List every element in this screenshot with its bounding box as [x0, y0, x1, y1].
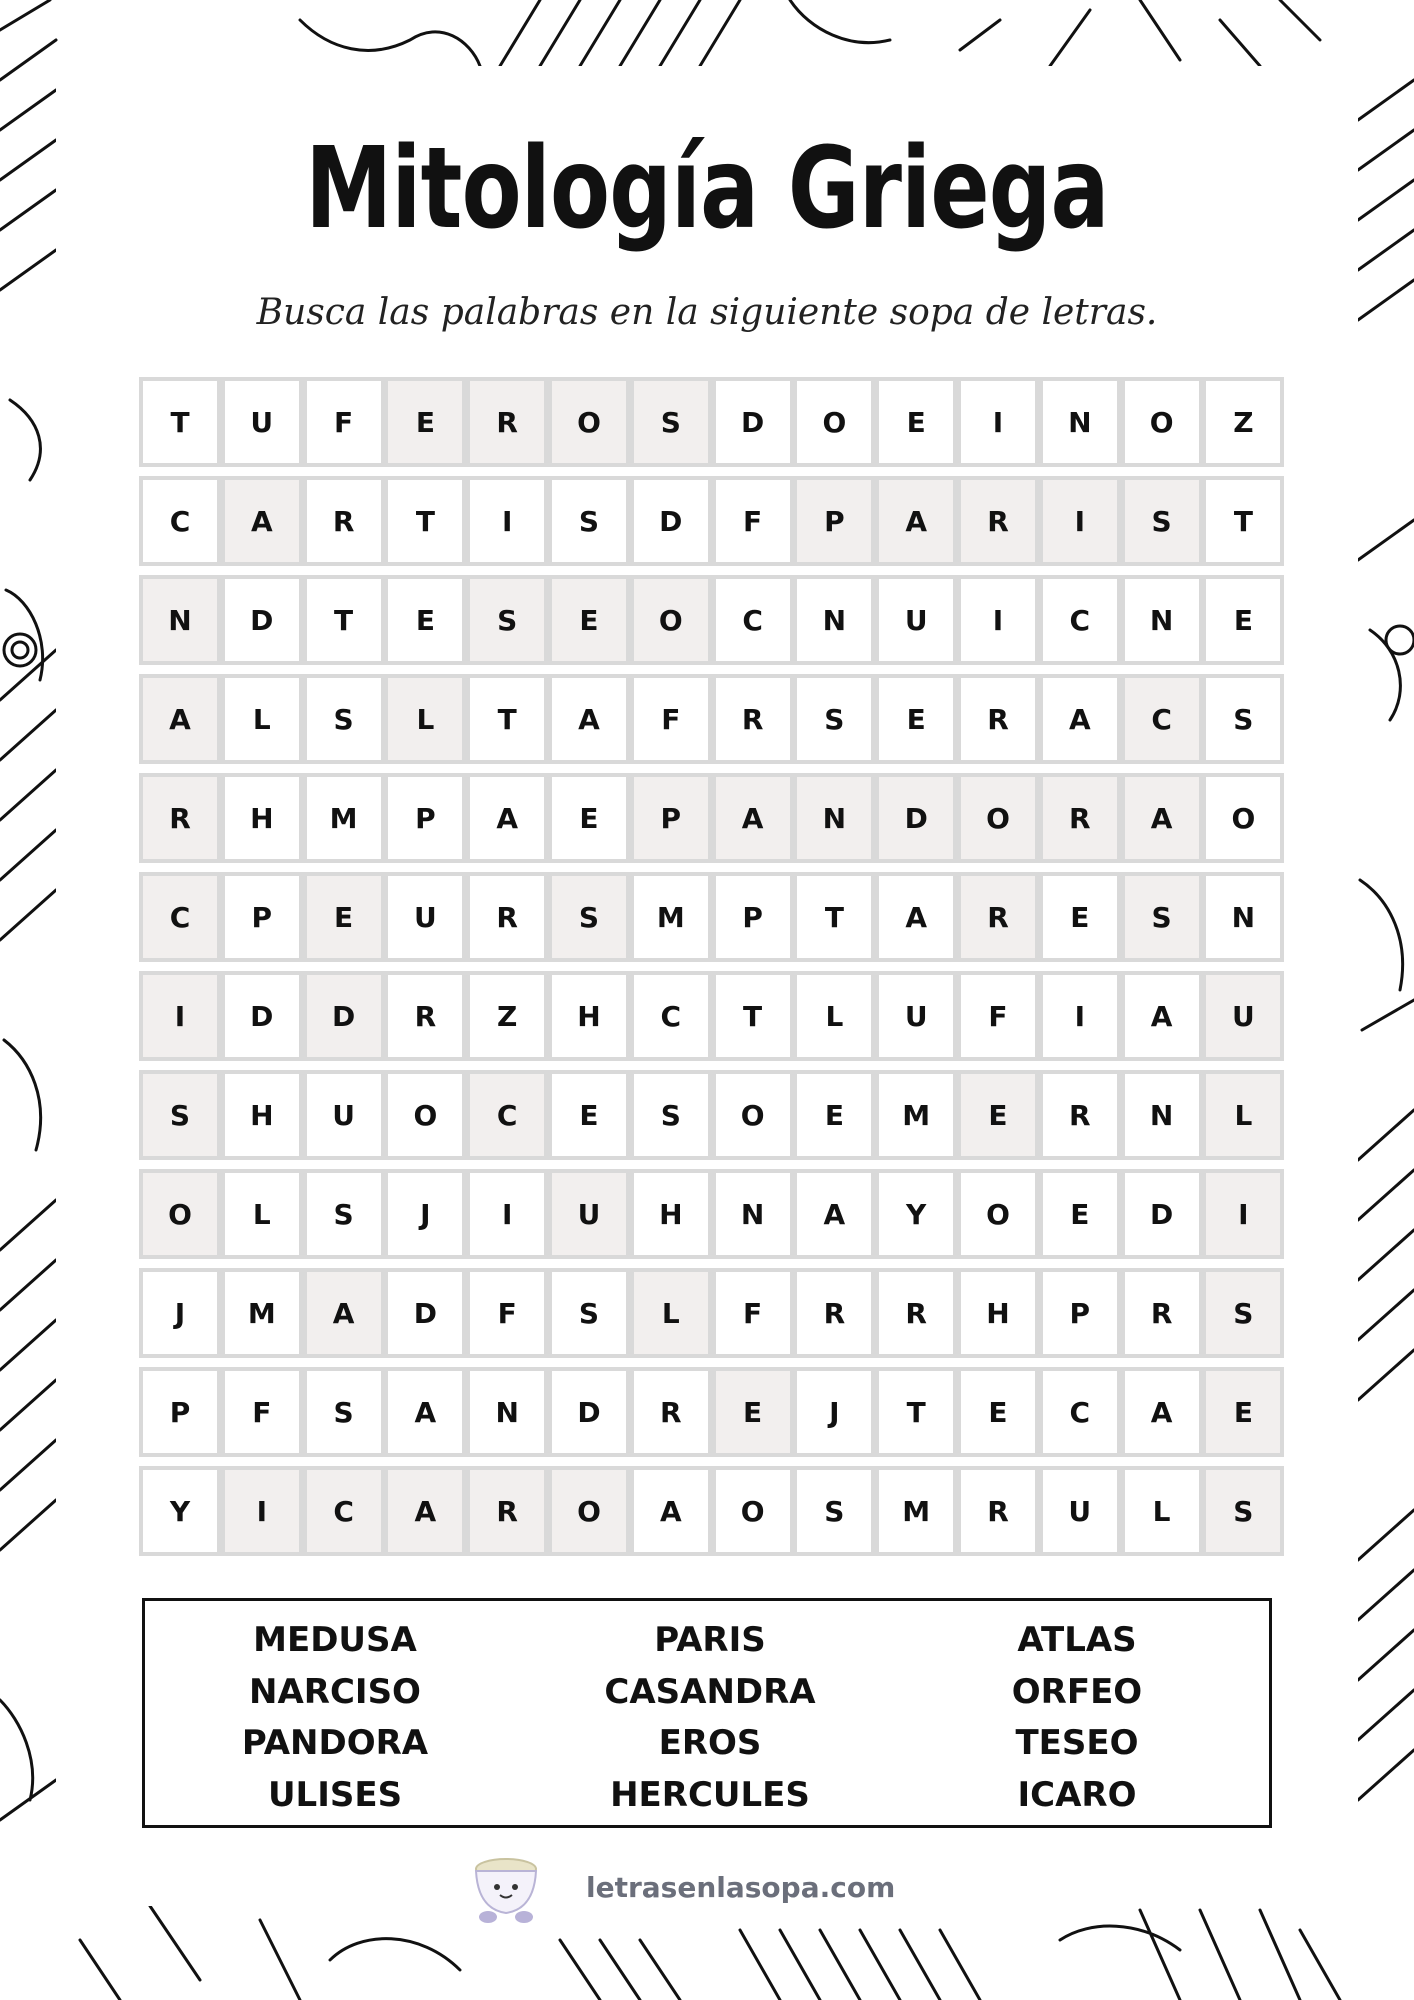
- site-link[interactable]: letrasenlasopa.com: [586, 1871, 896, 1904]
- word-list-item: NARCISO: [249, 1671, 421, 1712]
- grid-cell[interactable]: H: [221, 1070, 303, 1160]
- grid-cell[interactable]: N: [1202, 872, 1284, 962]
- grid-cell[interactable]: R: [466, 377, 548, 467]
- grid-cell[interactable]: U: [1039, 1466, 1121, 1556]
- grid-cell[interactable]: E: [712, 1367, 794, 1457]
- grid-cell[interactable]: C: [630, 971, 712, 1061]
- grid-cell[interactable]: P: [221, 872, 303, 962]
- grid-cell[interactable]: C: [1039, 575, 1121, 665]
- grid-cell[interactable]: A: [712, 773, 794, 863]
- grid-cell[interactable]: P: [793, 476, 875, 566]
- grid-cell[interactable]: S: [1121, 872, 1203, 962]
- grid-cell[interactable]: T: [466, 674, 548, 764]
- grid-cell[interactable]: I: [139, 971, 221, 1061]
- grid-cell[interactable]: R: [1121, 1268, 1203, 1358]
- grid-cell[interactable]: E: [957, 1070, 1039, 1160]
- grid-cell[interactable]: E: [875, 674, 957, 764]
- grid-cell[interactable]: N: [1039, 377, 1121, 467]
- grid-cell[interactable]: S: [139, 1070, 221, 1160]
- grid-cell[interactable]: A: [548, 674, 630, 764]
- grid-cell[interactable]: O: [712, 1070, 794, 1160]
- grid-cell[interactable]: R: [957, 872, 1039, 962]
- grid-cell[interactable]: I: [1202, 1169, 1284, 1259]
- grid-cell[interactable]: N: [1121, 575, 1203, 665]
- grid-cell[interactable]: U: [875, 575, 957, 665]
- grid-cell[interactable]: S: [793, 674, 875, 764]
- grid-cell[interactable]: A: [1121, 971, 1203, 1061]
- grid-cell[interactable]: N: [793, 773, 875, 863]
- grid-cell[interactable]: T: [875, 1367, 957, 1457]
- grid-cell[interactable]: C: [466, 1070, 548, 1160]
- grid-cell[interactable]: A: [875, 476, 957, 566]
- grid-cell[interactable]: Z: [466, 971, 548, 1061]
- grid-cell[interactable]: S: [793, 1466, 875, 1556]
- grid-cell[interactable]: E: [1039, 1169, 1121, 1259]
- word-list-item: ATLAS: [1017, 1620, 1137, 1660]
- grid-cell[interactable]: T: [139, 377, 221, 467]
- grid-cell[interactable]: O: [384, 1070, 466, 1160]
- grid-cell[interactable]: U: [548, 1169, 630, 1259]
- grid-cell[interactable]: S: [548, 872, 630, 962]
- grid-cell[interactable]: E: [793, 1070, 875, 1160]
- grid-cell[interactable]: A: [875, 872, 957, 962]
- grid-cell[interactable]: P: [630, 773, 712, 863]
- grid-cell[interactable]: D: [221, 971, 303, 1061]
- grid-cell[interactable]: E: [1039, 872, 1121, 962]
- grid-cell[interactable]: L: [384, 674, 466, 764]
- grid-cell[interactable]: O: [957, 773, 1039, 863]
- grid-cell[interactable]: C: [139, 872, 221, 962]
- grid-cell[interactable]: E: [548, 773, 630, 863]
- grid-row: [139, 971, 1275, 1061]
- word-list-column-3: [897, 1615, 1257, 1821]
- grid-cell[interactable]: L: [221, 674, 303, 764]
- grid-cell[interactable]: D: [221, 575, 303, 665]
- grid-cell[interactable]: T: [1202, 476, 1284, 566]
- grid-cell[interactable]: I: [466, 476, 548, 566]
- grid-cell[interactable]: I: [1039, 971, 1121, 1061]
- grid-cell[interactable]: Z: [1202, 377, 1284, 467]
- grid-cell[interactable]: S: [1121, 476, 1203, 566]
- grid-cell[interactable]: R: [384, 971, 466, 1061]
- grid-cell[interactable]: C: [1121, 674, 1203, 764]
- grid-cell[interactable]: O: [957, 1169, 1039, 1259]
- grid-cell[interactable]: Y: [139, 1466, 221, 1556]
- grid-cell[interactable]: S: [303, 674, 385, 764]
- grid-cell[interactable]: S: [303, 1169, 385, 1259]
- grid-cell[interactable]: S: [466, 575, 548, 665]
- grid-cell[interactable]: L: [630, 1268, 712, 1358]
- grid-cell[interactable]: A: [221, 476, 303, 566]
- grid-cell[interactable]: U: [384, 872, 466, 962]
- grid-cell[interactable]: R: [793, 1268, 875, 1358]
- grid-cell[interactable]: E: [1202, 1367, 1284, 1457]
- grid-row: [139, 674, 1275, 764]
- grid-cell[interactable]: R: [712, 674, 794, 764]
- grid-cell[interactable]: N: [466, 1367, 548, 1457]
- grid-cell[interactable]: R: [1039, 773, 1121, 863]
- grid-cell[interactable]: P: [384, 773, 466, 863]
- grid-cell[interactable]: A: [793, 1169, 875, 1259]
- word-search-grid[interactable]: [139, 377, 1275, 1562]
- grid-cell[interactable]: S: [1202, 1268, 1284, 1358]
- grid-cell[interactable]: P: [139, 1367, 221, 1457]
- grid-cell[interactable]: H: [957, 1268, 1039, 1358]
- grid-cell[interactable]: S: [548, 476, 630, 566]
- grid-cell[interactable]: M: [875, 1070, 957, 1160]
- grid-cell[interactable]: D: [303, 971, 385, 1061]
- grid-cell[interactable]: E: [957, 1367, 1039, 1457]
- grid-cell[interactable]: T: [793, 872, 875, 962]
- grid-cell[interactable]: D: [1121, 1169, 1203, 1259]
- word-list-item: EROS: [658, 1723, 762, 1763]
- grid-cell[interactable]: S: [548, 1268, 630, 1358]
- grid-cell[interactable]: I: [466, 1169, 548, 1259]
- grid-cell[interactable]: F: [303, 377, 385, 467]
- instructions: Busca las palabras en la siguiente sopa de letras.: [256, 292, 1158, 333]
- grid-cell[interactable]: R: [1039, 1070, 1121, 1160]
- grid-cell[interactable]: O: [1121, 377, 1203, 467]
- grid-cell[interactable]: C: [1039, 1367, 1121, 1457]
- grid-cell[interactable]: O: [793, 377, 875, 467]
- grid-cell[interactable]: C: [139, 476, 221, 566]
- grid-cell[interactable]: S: [303, 1367, 385, 1457]
- grid-cell[interactable]: A: [466, 773, 548, 863]
- grid-cell[interactable]: L: [793, 971, 875, 1061]
- word-list-item: PARIS: [654, 1620, 766, 1660]
- page-title: Mitología Griega: [305, 124, 1109, 254]
- bowl-mascot-icon: [466, 1855, 546, 1925]
- grid-cell[interactable]: I: [957, 377, 1039, 467]
- grid-row: [139, 1367, 1275, 1457]
- grid-cell[interactable]: M: [303, 773, 385, 863]
- grid-cell[interactable]: D: [712, 377, 794, 467]
- grid-cell[interactable]: E: [1202, 575, 1284, 665]
- word-list-item: HERCULES: [610, 1774, 810, 1815]
- grid-row: [139, 1466, 1275, 1556]
- grid-cell[interactable]: U: [221, 377, 303, 467]
- grid-cell[interactable]: Y: [875, 1169, 957, 1259]
- grid-cell[interactable]: F: [712, 1268, 794, 1358]
- grid-cell[interactable]: P: [712, 872, 794, 962]
- word-list-item: PANDORA: [241, 1723, 429, 1763]
- grid-cell[interactable]: A: [384, 1367, 466, 1457]
- grid-cell[interactable]: A: [384, 1466, 466, 1556]
- grid-cell[interactable]: F: [221, 1367, 303, 1457]
- grid-cell[interactable]: L: [1202, 1070, 1284, 1160]
- grid-cell[interactable]: R: [875, 1268, 957, 1358]
- grid-cell[interactable]: A: [630, 1466, 712, 1556]
- grid-cell[interactable]: I: [1039, 476, 1121, 566]
- grid-cell[interactable]: L: [1121, 1466, 1203, 1556]
- grid-cell[interactable]: D: [875, 773, 957, 863]
- grid-cell[interactable]: J: [139, 1268, 221, 1358]
- word-list-item: MEDUSA: [253, 1620, 417, 1660]
- grid-cell[interactable]: C: [303, 1466, 385, 1556]
- word-list-column-1: [155, 1615, 515, 1821]
- word-list-item: TESEO: [1015, 1723, 1139, 1763]
- grid-cell[interactable]: D: [384, 1268, 466, 1358]
- grid-cell[interactable]: T: [384, 476, 466, 566]
- grid-cell[interactable]: J: [793, 1367, 875, 1457]
- grid-row: [139, 1070, 1275, 1160]
- grid-cell[interactable]: R: [466, 872, 548, 962]
- grid-cell[interactable]: U: [303, 1070, 385, 1160]
- grid-cell[interactable]: F: [466, 1268, 548, 1358]
- grid-cell[interactable]: E: [384, 377, 466, 467]
- grid-row: [139, 377, 1275, 467]
- grid-cell[interactable]: E: [548, 1070, 630, 1160]
- grid-cell[interactable]: P: [1039, 1268, 1121, 1358]
- grid-cell[interactable]: R: [303, 476, 385, 566]
- grid-cell[interactable]: A: [139, 674, 221, 764]
- grid-cell[interactable]: E: [384, 575, 466, 665]
- grid-cell[interactable]: S: [630, 377, 712, 467]
- grid-cell[interactable]: F: [712, 476, 794, 566]
- grid-cell[interactable]: O: [548, 1466, 630, 1556]
- grid-cell[interactable]: F: [957, 971, 1039, 1061]
- grid-cell[interactable]: N: [712, 1169, 794, 1259]
- word-list-item: ICARO: [1017, 1774, 1137, 1815]
- grid-cell[interactable]: U: [875, 971, 957, 1061]
- grid-row: [139, 773, 1275, 863]
- grid-row: [139, 575, 1275, 665]
- grid-cell[interactable]: R: [957, 476, 1039, 566]
- grid-cell[interactable]: E: [875, 377, 957, 467]
- grid-cell[interactable]: O: [630, 575, 712, 665]
- grid-cell[interactable]: O: [548, 377, 630, 467]
- grid-row: [139, 872, 1275, 962]
- grid-row: [139, 1268, 1275, 1358]
- grid-cell[interactable]: N: [139, 575, 221, 665]
- grid-cell[interactable]: M: [221, 1268, 303, 1358]
- grid-cell[interactable]: S: [1202, 1466, 1284, 1556]
- footer: [466, 1855, 926, 1925]
- grid-cell[interactable]: S: [1202, 674, 1284, 764]
- grid-cell[interactable]: A: [303, 1268, 385, 1358]
- grid-cell[interactable]: A: [1039, 674, 1121, 764]
- grid-cell[interactable]: U: [1202, 971, 1284, 1061]
- grid-cell[interactable]: H: [630, 1169, 712, 1259]
- grid-cell[interactable]: C: [712, 575, 794, 665]
- grid-cell[interactable]: D: [630, 476, 712, 566]
- grid-cell[interactable]: R: [957, 1466, 1039, 1556]
- grid-cell[interactable]: N: [793, 575, 875, 665]
- grid-cell[interactable]: S: [630, 1070, 712, 1160]
- word-list-column-2: [530, 1615, 890, 1821]
- grid-row: [139, 476, 1275, 566]
- word-list-box: [142, 1598, 1272, 1828]
- word-list-item: ORFEO: [1011, 1671, 1143, 1712]
- grid-cell[interactable]: D: [548, 1367, 630, 1457]
- grid-cell[interactable]: R: [466, 1466, 548, 1556]
- grid-cell[interactable]: R: [139, 773, 221, 863]
- grid-row: [139, 1169, 1275, 1259]
- word-list-item: CASANDRA: [604, 1671, 816, 1712]
- grid-cell[interactable]: O: [712, 1466, 794, 1556]
- grid-cell[interactable]: J: [384, 1169, 466, 1259]
- grid-cell[interactable]: I: [957, 575, 1039, 665]
- grid-cell[interactable]: E: [548, 575, 630, 665]
- grid-cell[interactable]: N: [1121, 1070, 1203, 1160]
- word-list-item: ULISES: [267, 1774, 403, 1815]
- grid-cell[interactable]: R: [957, 674, 1039, 764]
- grid-cell[interactable]: I: [221, 1466, 303, 1556]
- grid-cell[interactable]: O: [1202, 773, 1284, 863]
- grid-cell[interactable]: A: [1121, 1367, 1203, 1457]
- grid-cell[interactable]: M: [630, 872, 712, 962]
- grid-cell[interactable]: A: [1121, 773, 1203, 863]
- grid-cell[interactable]: H: [548, 971, 630, 1061]
- grid-cell[interactable]: F: [630, 674, 712, 764]
- grid-cell[interactable]: R: [630, 1367, 712, 1457]
- grid-cell[interactable]: H: [221, 773, 303, 863]
- grid-cell[interactable]: L: [221, 1169, 303, 1259]
- grid-cell[interactable]: M: [875, 1466, 957, 1556]
- grid-cell[interactable]: O: [139, 1169, 221, 1259]
- grid-cell[interactable]: E: [303, 872, 385, 962]
- grid-cell[interactable]: T: [303, 575, 385, 665]
- grid-cell[interactable]: T: [712, 971, 794, 1061]
